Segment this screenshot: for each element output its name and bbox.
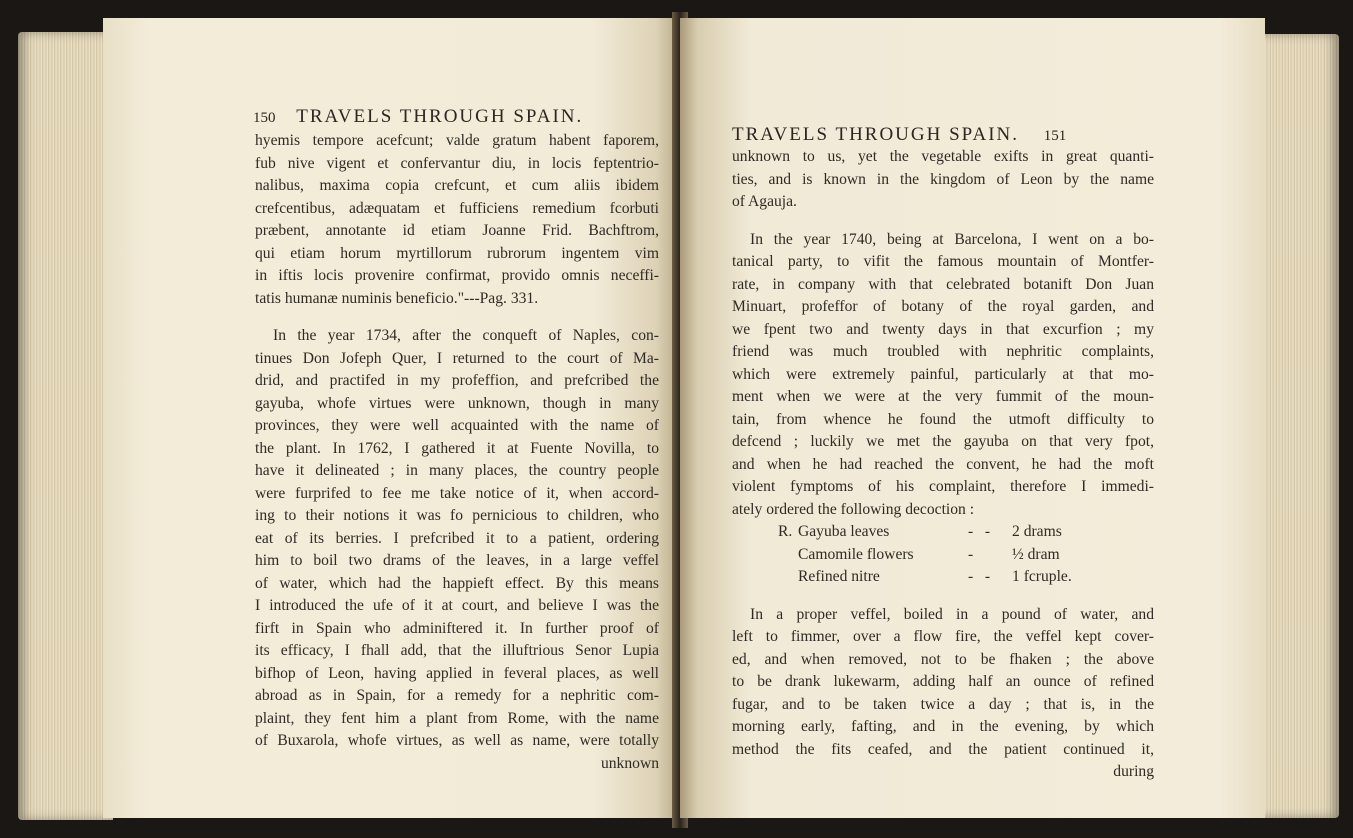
text-line: unknown to us, yet the vegetable exifts in great quanti- [732, 148, 1154, 165]
text-line: gayuba, whofe virtues were unknown, though in many [255, 394, 659, 412]
left-page-body [255, 130, 659, 775]
recipe-dash: - [968, 545, 974, 563]
left-page-edges [18, 32, 113, 820]
recipe-prefix [778, 566, 798, 589]
recipe-dash: - - [968, 568, 991, 585]
text-line: abroad as in Spain, for a remedy for a nephritic com- [255, 687, 659, 704]
text-line: tanical party, to vifit the famous mountain of Montfer- [732, 253, 1154, 270]
right-page-edges [1259, 34, 1339, 818]
text-line: left to fimmer, over a flow fire, the veffel kept cover- [732, 628, 1154, 645]
text-line: crefcentibus, adæquatam et fufficiens remedium fcorbuti [255, 199, 659, 217]
paragraph-1734 [255, 325, 659, 753]
recipe-item [732, 521, 1154, 544]
text-line: bifhop of Leon, having applied in feveral places, as well [255, 664, 659, 682]
text-line: morning early, fafting, and in the evening, by which [732, 718, 1154, 735]
text-line: plaint, they fent him a plant from Rome, with the name [255, 709, 659, 727]
text-line: præbent, annotante id etiam Joanne Frid. Bachftrom, [255, 222, 659, 239]
text-line: fub nive vigent et confervantur diu, in locis feptentrio- [255, 154, 659, 172]
right-running-head: TRAVELS THROUGH SPAIN. [732, 124, 1020, 145]
text-line: method the fits ceafed, and the patient continued it, [732, 740, 1154, 758]
recipe-item [732, 566, 1154, 589]
recipe-amount: 2 drams [1012, 523, 1062, 540]
recipe-item [732, 544, 1154, 567]
paragraph-1740 [732, 229, 1154, 522]
text-line: nalibus, maxima copia crefcunt, et cum aliis ibidem [255, 177, 659, 194]
text-line: tatis humanæ numinis beneficio."---Pag. 331. [255, 289, 539, 307]
recipe-prefix: R. [778, 523, 793, 540]
text-line: ately ordered the following decoction : [732, 500, 975, 518]
recipe-prefix [778, 544, 798, 567]
text-line: ment when we were at the very fummit of the moun- [732, 388, 1154, 405]
left-page-header [253, 106, 583, 128]
left-page [103, 18, 679, 818]
paragraph-agauja [732, 146, 1154, 214]
recipe-ingredient: Gayuba leaves [798, 523, 890, 540]
catchword: unknown [600, 754, 659, 772]
recipe-list [732, 521, 1154, 589]
paragraph-decoction [732, 604, 1154, 762]
text-line: which were extremely painful, particularly at that mo- [732, 365, 1154, 383]
open-book [8, 12, 1345, 828]
right-page [680, 18, 1265, 818]
text-line: friend was much troubled with nephritic complaints, [732, 343, 1154, 360]
text-line: defcend ; luckily we met the gayuba on that very fpot, [732, 433, 1154, 450]
text-line: violent fymptoms of his complaint, therefore I immedi- [732, 478, 1154, 495]
text-line: its efficacy, I fhall add, that the illuftrious Senor Lupia [255, 642, 659, 659]
text-line: him to boil two drams of the leaves, in a large veffel [255, 552, 659, 569]
recipe-amount: ½ dram [1012, 545, 1060, 563]
text-line: the plant. In 1762, I gathered it at Fuente Novilla, to [255, 439, 659, 457]
right-page-header [732, 124, 1066, 146]
text-line: have it delineated ; in many places, the country people [255, 462, 659, 479]
recipe-ingredient: Camomile flowers [798, 545, 914, 563]
text-line: ing to their notions it was fo pernicious to children, who [255, 507, 659, 524]
text-line: I introduced the ufe of it at court, and believe I was the [255, 597, 659, 614]
text-line: and when he had reached the convent, he had the moft [732, 455, 1154, 473]
text-line: eat of its berries. I prefcribed it to a patient, ordering [255, 529, 659, 547]
left-page-number: 150 [253, 110, 276, 126]
text-line: ties, and is known in the kingdom of Leon by the name [732, 170, 1154, 188]
text-line: provinces, they were well acquainted with the name of [255, 417, 659, 434]
text-line: were furprifed to fee me take notice of it, when accord- [255, 484, 659, 502]
right-page-number: 151 [1043, 128, 1067, 144]
text-line: ed, and when removed, not to be fhaken ; the above [732, 650, 1154, 668]
text-line: of Agauja. [732, 193, 797, 210]
text-line: hyemis tempore acefcunt; valde gratum habent faporem, [255, 132, 659, 149]
text-line: rate, in company with that celebrated botanift Don Juan [732, 275, 1154, 293]
text-line: In the year 1734, after the conqueft of Naples, con- [273, 327, 659, 344]
text-line: to be drank lukewarm, adding half an ounce of refined [732, 673, 1154, 690]
text-line: In a proper veffel, boiled in a pound of water, and [750, 605, 1154, 623]
recipe-dash: - - [968, 523, 991, 540]
latin-quotation [255, 130, 659, 310]
text-line: in iftis locis provenire confirmat, provido omnis neceffi- [255, 267, 659, 284]
text-line: firft in Spain who adminiftered it. In further proof of [255, 619, 659, 637]
text-line: drid, and practifed in my profeffion, and prefcribed the [255, 372, 659, 389]
text-line: we fpent two and twenty days in that excurfion ; my [732, 320, 1154, 338]
recipe-amount: 1 fcruple. [1012, 568, 1072, 585]
text-line: fugar, and to be taken twice a day ; that is, in the [732, 695, 1154, 713]
catchword: during [1113, 763, 1154, 780]
left-running-head: TRAVELS THROUGH SPAIN. [296, 106, 584, 127]
text-line: In the year 1740, being at Barcelona, I went on a bo- [750, 230, 1154, 248]
text-line: tinues Don Jofeph Quer, I returned to the court of Ma- [255, 349, 659, 367]
text-line: Minuart, profeffor of botany of the royal garden, and [732, 298, 1154, 315]
text-line: qui etiam horum myrtillorum rubrorum ingentem vim [255, 244, 659, 262]
text-line: of Buxarola, whofe virtues, as well as name, were totally [255, 732, 659, 749]
text-line: tain, from whence he found the utmoft difficulty to [732, 410, 1154, 428]
right-page-body [732, 146, 1154, 784]
text-line: of water, which had the happieft effect. By this means [255, 574, 659, 592]
recipe-ingredient: Refined nitre [798, 568, 880, 585]
